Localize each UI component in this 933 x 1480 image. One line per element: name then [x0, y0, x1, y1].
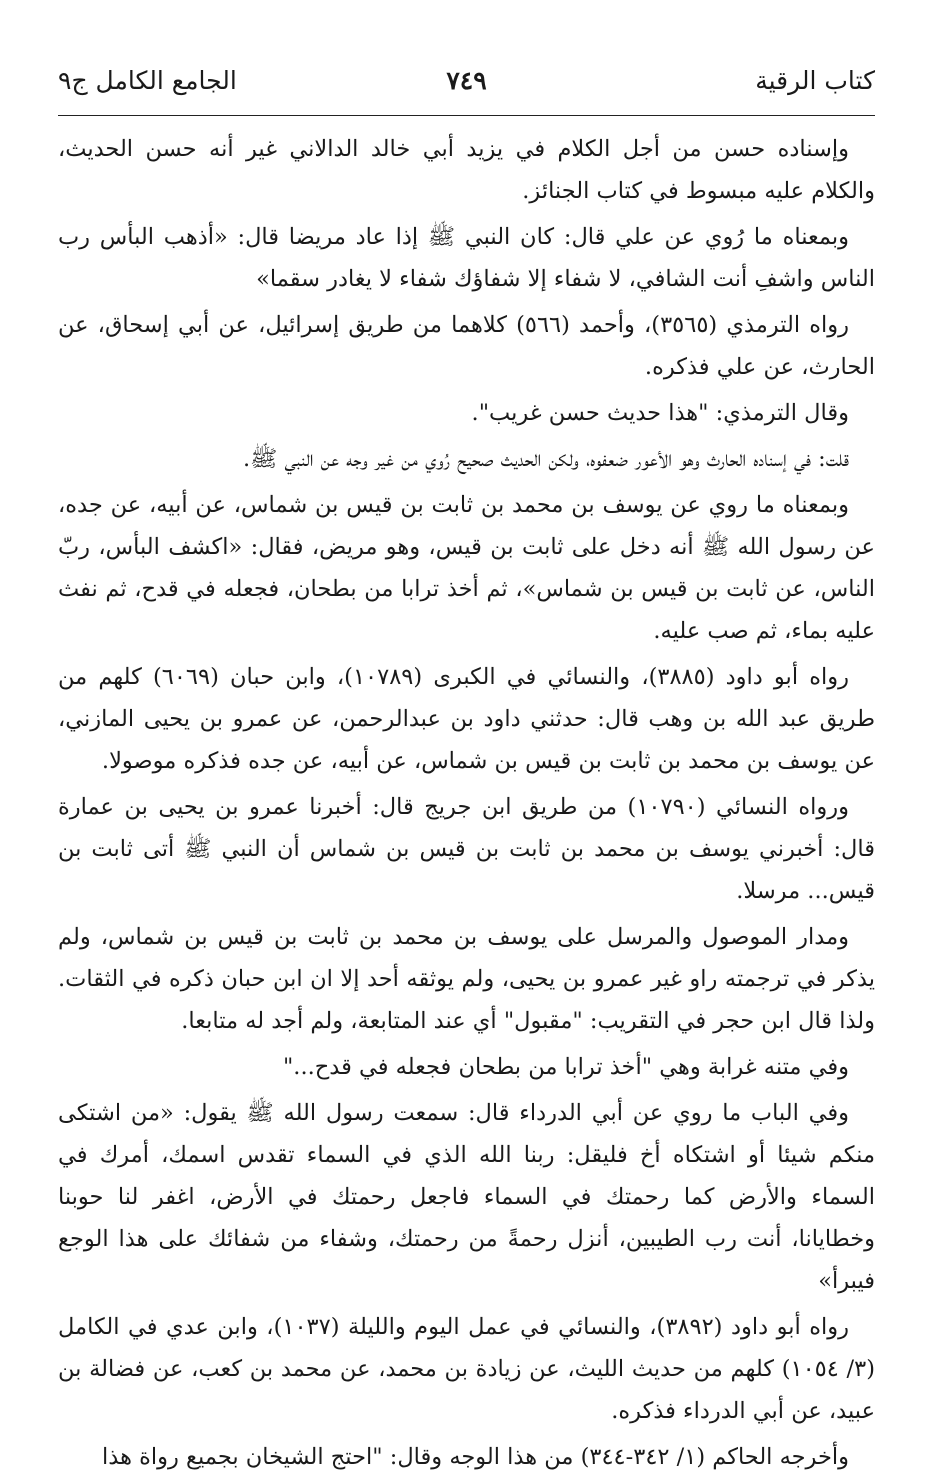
header-divider	[58, 115, 875, 116]
paragraph: وبمعناه ما روي عن يوسف بن محمد بن ثابت بن قيس بن شماس، عن أبيه، عن جده، عن رسول الله ﷺ أنه دخل على ثابت بن قيس، وهو مريض، فقال: «اكشف البأس، ربّ الناس، عن ثابت بن قيس بن شماس»، ثم أخذ ترابا من بطحان، فجعله في قدح، ثم نفث عليه بماء، ثم صب عليه.	[58, 492, 875, 644]
paragraph: رواه أبو داود (٣٨٩٢)، والنسائي في عمل اليوم والليلة (١٠٣٧)، وابن عدي في الكامل (٣/ ١٠٥٤) كلهم من حديث الليث، عن زيادة بن محمد، عن محمد بن كعب، عن فضالة بن عبيد، عن أبي الدرداء فذكره.	[58, 1314, 876, 1424]
paragraph: وفي الباب ما روي عن أبي الدرداء قال: سمعت رسول الله ﷺ يقول: «من اشتكى منكم شيئا أو اشتكاه أخ فليقل: ربنا الله الذي في السماء تقدس اسمك، أمرك في السماء والأرض كما رحمتك في السماء فاجعل رحمتك في الأرض، اغفر لنا حوبنا وخطايانا، أنت رب الطيبين، أنزل رحمةً من رحمتك، وشفاء من شفائك على هذا الوجع فيبرأ»	[58, 1100, 875, 1294]
book-title: كتاب الرقية	[755, 66, 875, 95]
paragraph: وفي متنه غرابة وهي "أخذ ترابا من بطحان فجعله في قدح..."	[282, 1054, 849, 1080]
page-number: ٧٤٩	[446, 66, 487, 95]
paragraph: وإسناده حسن من أجل الكلام في يزيد أبي خالد الدالاني غير أنه حسن الحديث، والكلام عليه مبسوط في كتاب الجنائز.	[58, 136, 875, 204]
body-text	[58, 128, 875, 1480]
paragraph: وبمعناه ما رُوي عن علي قال: كان النبي ﷺ إذا عاد مريضا قال: «أذهب البأس رب الناس واشفِ أنت الشافي، لا شفاء إلا شفاؤك شفاء لا يغادر سقما»	[58, 224, 875, 292]
paragraph: ورواه النسائي (١٠٧٩٠) من طريق ابن جريج قال: أخبرنا عمرو بن يحيى بن عمارة قال: أخبرني يوسف بن محمد بن ثابت بن قيس بن شماس أن النبي ﷺ أتى ثابت بن قيس... مرسلا.	[58, 794, 875, 904]
running-header	[58, 62, 875, 102]
paragraph: رواه أبو داود (٣٨٨٥)، والنسائي في الكبرى (١٠٧٨٩)، وابن حبان (٦٠٦٩) كلهم من طريق عبد الله بن وهب قال: حدثني داود بن عبدالرحمن، عن عمرو بن يحيى المازني، عن يوسف بن محمد بن ثابت بن قيس بن شماس، عن أبيه، عن جده فذكره موصولا.	[58, 664, 875, 774]
paragraph: رواه الترمذي (٣٥٦٥)، وأحمد (٥٦٦) كلاهما من طريق إسرائيل، عن أبي إسحاق، عن الحارث، عن علي فذكره.	[58, 312, 875, 380]
series-title: الجامع الكامل ج٩	[58, 66, 237, 95]
paragraph: وأخرجه الحاكم (١/ ٣٤٢-٣٤٤) من هذا الوجه وقال: "احتج الشيخان بجميع رواة هذا	[102, 1444, 849, 1470]
paragraph: وقال الترمذي: "هذا حديث حسن غريب".	[471, 400, 849, 426]
paragraph: ومدار الموصول والمرسل على يوسف بن محمد بن ثابت بن قيس بن شماس، ولم يذكر في ترجمته راو غير عمرو بن يحيى، ولم يوثقه أحد إلا ان ابن حبان ذكره في الثقات. ولذا قال ابن حجر في التقريب: "مقبول" أي عند المتابعة، ولم أجد له متابعا.	[58, 924, 875, 1034]
paragraph: قلت: في إسناده الحارث وهو الأعور ضعفوه، ولكن الحديث صحيح رُوي من غير وجه عن النبي ﷺ.	[243, 446, 849, 472]
